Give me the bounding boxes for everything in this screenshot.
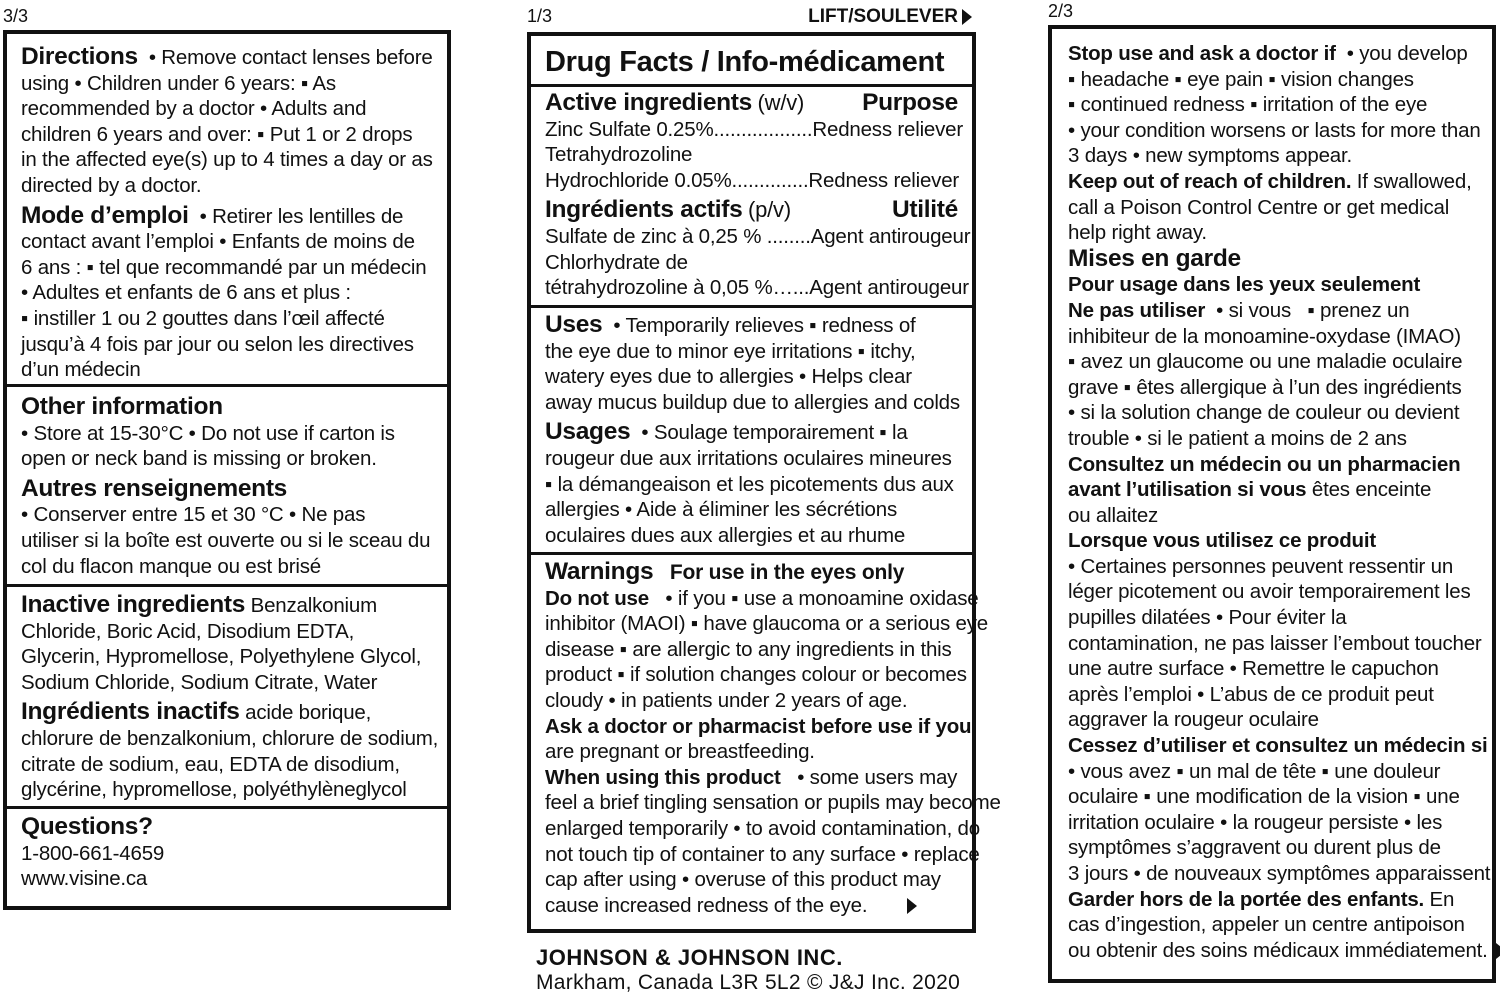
warning-line: [1068, 246, 1476, 273]
section-warnings-fr: [1048, 41, 1496, 963]
section-title: [527, 42, 976, 82]
warning-line: • Certaines personnes peuvent ressentir un: [1068, 554, 1454, 578]
actifs-line: tétrahydrozoline à 0,05 %…...Agent antirougeur: [545, 276, 969, 300]
utilite-heading: Utilité: [892, 196, 958, 224]
warning-subheading: Ne pas utiliser: [1068, 298, 1206, 322]
warning-line: [1068, 477, 1476, 503]
manufacturer-footer: [536, 945, 960, 995]
warning-line: [1068, 169, 1476, 195]
warning-subheading: Lorsque vous utilisez ce produit: [1068, 529, 1376, 553]
lift-tab[interactable]: [808, 6, 972, 28]
uses-line: away mucus buildup due to allergies and colds: [545, 390, 960, 414]
drug-facts-title: Drug Facts / Info-médicament: [545, 46, 945, 78]
donot-line: disease ▪ are allergic to any ingredients in this: [545, 637, 952, 661]
mode-line: contact avant l’emploi • Enfants de moins de: [21, 230, 415, 254]
warning-line: léger picotement ou avoir temporairement les: [1068, 580, 1471, 604]
warning-text: If swallowed,: [1351, 169, 1472, 193]
warning-line: • si la solution change de couleur ou devient: [1068, 401, 1460, 425]
warning-text: êtes enceinte: [1306, 478, 1432, 502]
panel-left: [3, 6, 451, 910]
warning-subheading: Cessez d’utiliser et consultez un médecin si: [1068, 734, 1488, 758]
warning-line: aggraver la rougeur oculaire: [1068, 708, 1319, 732]
active-line: Zinc Sulfate 0.25%..................Redness reliever: [545, 117, 964, 141]
directions-line: using • Children under 6 years: ▪ As: [21, 71, 336, 95]
usages-line: • Soulage temporairement ▪ la: [641, 421, 908, 445]
when-line: feel a brief tingling sensation or pupils may become: [545, 791, 1001, 815]
donot-line: cloudy • in patients under 2 years of age.: [545, 688, 908, 712]
mode-line: jusqu’à 4 fois par jour ou selon les directives: [21, 332, 414, 356]
warning-line: • vous avez ▪ un mal de tête ▪ une douleur: [1068, 759, 1441, 783]
uses-line: watery eyes due to allergies • Helps clear: [545, 365, 912, 389]
divider: [3, 384, 451, 387]
active-unit: (w/v): [757, 90, 805, 115]
warning-line: ▪ headache ▪ eye pain ▪ vision changes: [1068, 67, 1414, 91]
mode-line: • Retirer les lentilles de: [199, 204, 404, 228]
warning-line: help right away.: [1068, 221, 1207, 245]
inactifs-line: acide borique,: [245, 701, 372, 725]
inactive-line: Glycerin, Hypromellose, Polyethylene Glycol,: [21, 645, 422, 669]
usages-line: ▪ la démangeaison et les picotements dus aux: [545, 472, 954, 496]
divider: [527, 305, 976, 308]
uses-line: • Temporarily relieves ▪ redness of: [613, 314, 916, 337]
ask-doctor-heading: Ask a doctor or pharmacist before use if you: [545, 714, 972, 738]
warning-subheading: Keep out of reach of children.: [1068, 169, 1352, 193]
actifs-heading: Ingrédients actifs: [545, 196, 743, 224]
warning-text: • si vous ▪ prenez un: [1205, 298, 1410, 322]
warning-line: ou allaitez: [1068, 503, 1159, 527]
purpose-heading: Purpose: [862, 89, 958, 116]
when-line: not touch tip of container to any surface • replace: [545, 842, 980, 866]
warnings-heading: Warnings: [545, 558, 654, 585]
warning-subheading: Garder hors de la portée des enfants.: [1068, 887, 1425, 911]
divider: [527, 84, 976, 87]
usages-line: oculaires dues aux allergies et au rhume: [545, 523, 906, 547]
warning-line: contamination, ne pas laisser l’embout toucher: [1068, 631, 1482, 655]
divider: [3, 806, 451, 809]
warning-subheading: Consultez un médecin ou un pharmacien: [1068, 452, 1461, 476]
inactive-line: Benzalkonium: [250, 594, 377, 617]
when-line: enlarged temporarily • to avoid contamination, do: [545, 816, 980, 840]
warning-subheading: Pour usage dans les yeux seulement: [1068, 273, 1421, 297]
warning-line: [1068, 938, 1488, 964]
when-using-heading: When using this product: [545, 765, 781, 789]
directions-line: • Remove contact lenses before: [148, 46, 433, 69]
mode-line: d’un médecin: [21, 358, 141, 382]
phone-number: 1-800-661-4659: [21, 841, 165, 865]
uses-heading: Uses: [545, 311, 603, 338]
company-name: JOHNSON & JOHNSON INC.: [536, 945, 843, 970]
arrow-right-icon: [1496, 943, 1500, 959]
page-number: 1/3: [527, 6, 553, 26]
actifs-line: Chlorhydrate de: [545, 250, 688, 274]
usages-line: rougeur due aux irritations oculaires mineures: [545, 446, 952, 470]
warning-text: • you develop: [1335, 42, 1468, 65]
directions-line: recommended by a doctor • Adults and: [21, 97, 367, 121]
warning-line: [1068, 41, 1476, 67]
mode-line: ▪ instiller 1 ou 2 gouttes dans l’œil affecté: [21, 306, 385, 330]
page-number: 3/3: [3, 6, 29, 26]
warning-line: irritation oculaire • la rougeur persiste • les: [1068, 810, 1443, 834]
divider: [527, 552, 976, 555]
divider: [3, 584, 451, 587]
inactive-heading: Inactive ingredients: [21, 591, 246, 618]
company-address: Markham, Canada L3R 5L2 © J&J Inc. 2020: [536, 971, 961, 994]
questions-heading: Questions?: [21, 813, 153, 840]
warning-text: En: [1424, 887, 1455, 911]
section-warnings: [527, 558, 1001, 918]
donot-line: • if you ▪ use a monoamine oxidase: [665, 586, 979, 610]
warning-line: 3 jours • de nouveaux symptômes apparaissent: [1068, 862, 1491, 885]
mises-en-garde-heading: Mises en garde: [1068, 244, 1241, 272]
warning-line: [1068, 733, 1488, 759]
website-link[interactable]: www.visine.ca: [21, 867, 148, 891]
when-line: • some users may: [797, 765, 958, 789]
warning-line: trouble • si le patient a moins de 2 ans: [1068, 426, 1407, 450]
other-line: • Store at 15-30°C • Do not use if carton is: [21, 421, 395, 445]
autres-line: utiliser si la boîte est ouverte ou si le sceau du: [21, 528, 431, 552]
active-line: Hydrochloride 0.05%..............Redness reliever: [545, 168, 960, 192]
section-uses: [527, 312, 976, 548]
inactifs-line: glycérine, hypromellose, polyéthylèneglycol: [21, 778, 407, 802]
other-heading: Other information: [21, 393, 223, 420]
warnings-subheading: For use in the eyes only: [669, 561, 905, 584]
warning-line: ▪ continued redness ▪ irritation of the eye: [1068, 93, 1428, 117]
warning-line: [1068, 887, 1476, 913]
when-line: cap after using • overuse of this product may: [545, 868, 941, 892]
uses-line: the eye due to minor eye irritations ▪ itchy,: [545, 339, 916, 363]
usages-heading: Usages: [545, 418, 631, 446]
active-heading: Active ingredients: [545, 89, 752, 116]
donot-line: inhibitor (MAOI) ▪ have glaucoma or a serious eye: [545, 612, 988, 636]
warning-line: [1068, 452, 1476, 478]
autres-line: col du flacon manque ou est brisé: [21, 554, 321, 578]
warning-line: après l’emploi • L’abus de ce produit peut: [1068, 682, 1434, 706]
warning-text: ou obtenir des soins médicaux immédiatement.: [1068, 938, 1488, 962]
section-questions: [3, 814, 451, 892]
lift-label: LIFT/SOULEVER: [808, 6, 958, 27]
actifs-unit: (p/v): [747, 197, 791, 223]
usages-line: allergies • Aide à éliminer les sécrétions: [545, 498, 898, 522]
warning-line: une autre surface • Remettre le capuchon: [1068, 657, 1439, 681]
warning-line: [1068, 272, 1476, 298]
warning-line: grave ▪ êtes allergique à l’un des ingrédients: [1068, 375, 1462, 399]
warning-line: symptômes s’aggravent ou durent plus de: [1068, 836, 1441, 860]
section-inactive-ingredients: [3, 592, 451, 803]
warning-subheading: avant l’utilisation si vous: [1068, 478, 1307, 502]
inactifs-line: citrate de sodium, eau, EDTA de disodium,: [21, 752, 400, 776]
other-line: open or neck band is missing or broken.: [21, 447, 377, 471]
page-number: 2/3: [1048, 1, 1074, 21]
directions-line: directed by a doctor.: [21, 173, 202, 197]
warning-line: ▪ avez un glaucome ou une maladie oculaire: [1068, 350, 1463, 374]
inactive-line: Chloride, Boric Acid, Disodium EDTA,: [21, 619, 355, 643]
active-line: Tetrahydrozoline: [545, 143, 693, 167]
warning-line: call a Poison Control Centre or get medical: [1068, 195, 1450, 219]
donot-line: product ▪ if solution changes colour or becomes: [545, 663, 967, 687]
autres-heading: Autres renseignements: [21, 474, 288, 502]
section-directions: [3, 44, 451, 383]
actifs-line: Sulfate de zinc à 0,25 % ........Agent antirougeur: [545, 224, 971, 248]
panel-middle: [527, 6, 1001, 933]
arrow-right-icon: [907, 898, 917, 914]
mode-line: • Adultes et enfants de 6 ans et plus :: [21, 281, 351, 305]
directions-heading: Directions: [21, 43, 138, 70]
panel-right: [1048, 1, 1496, 983]
warning-line: [1068, 528, 1476, 554]
when-line: cause increased redness of the eye.: [545, 893, 868, 917]
section-other-information: [3, 394, 451, 579]
mode-heading: Mode d’emploi: [21, 201, 189, 229]
directions-line: children 6 years and over: ▪ Put 1 or 2 drops: [21, 122, 413, 146]
warning-line: cas d’ingestion, appeler un centre antipoison: [1068, 913, 1465, 937]
warning-line: [1068, 298, 1476, 324]
warning-line: • your condition worsens or lasts for more than: [1068, 118, 1481, 142]
inactive-line: Sodium Chloride, Sodium Citrate, Water: [21, 670, 378, 694]
mode-line: 6 ans : ▪ tel que recommandé par un médecin: [21, 255, 427, 279]
autres-line: • Conserver entre 15 et 30 °C • Ne pas: [21, 503, 366, 527]
ask-line: are pregnant or breastfeeding.: [545, 740, 815, 764]
warning-line: pupilles dilatées • Pour éviter la: [1068, 606, 1347, 630]
section-active-ingredients: [527, 90, 976, 301]
warning-subheading: Stop use and ask a doctor if: [1068, 42, 1336, 65]
warning-line: oculaire ▪ une modification de la vision ▪ une: [1068, 785, 1460, 809]
do-not-use-heading: Do not use: [545, 586, 649, 610]
warning-line: inhibiteur de la monoamine-oxydase (IMAO): [1068, 324, 1461, 348]
inactifs-heading: Ingrédients inactifs: [21, 698, 240, 726]
inactifs-line: chlorure de benzalkonium, chlorure de sodium,: [21, 726, 439, 750]
arrow-right-icon: [962, 9, 972, 25]
directions-line: in the affected eye(s) up to 4 times a day or as: [21, 148, 433, 172]
warning-line: 3 days • new symptoms appear.: [1068, 144, 1352, 168]
